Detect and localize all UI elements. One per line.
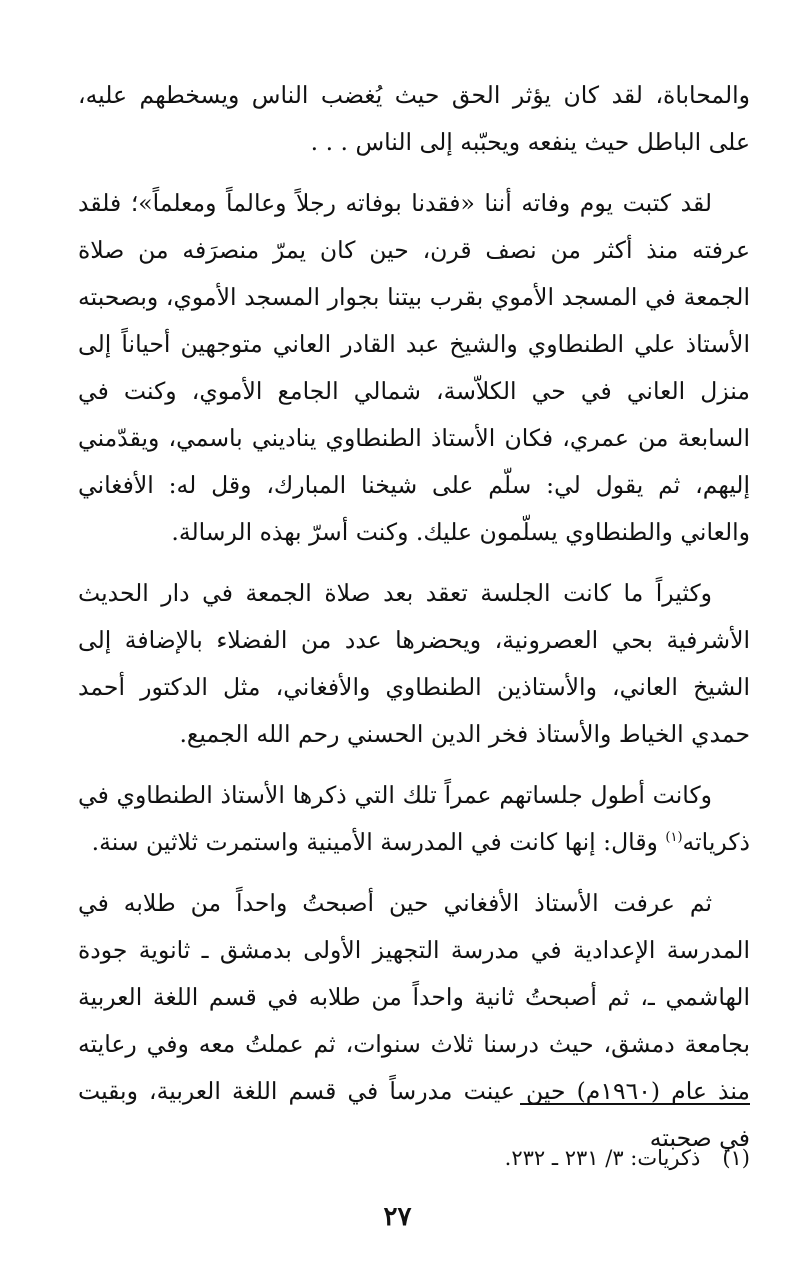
paragraph: والمحاباة، لقد كان يؤثر الحق حيث يُغضب الناس ويسخطهم عليه، على الباطل حيث ينفعه ويحبّبه إلى الناس . . . (78, 81, 750, 156)
paragraph: ثم عرفت الأستاذ الأفغاني حين أصبحتُ واحداً من طلابه في المدرسة الإعدادية في مدرسة التجهيز الأولى بدمشق ـ ثانوية جودة الهاشمي ـ، ثم أصبحتُ ثانية واحداً من طلابه في قسم اللغة العربية بجامعة دمشق، حيث درسنا ثلاث سنوات، ثم عملتُ معه وفي رعايته منذ عام (١٩٦٠م) حين عينت مدرساً في قسم اللغة العربية، وبقيت في صحبته (78, 889, 751, 1152)
footnote-reference[interactable]: (١) (665, 830, 683, 846)
body-text (78, 72, 750, 1176)
paragraph-text: وقال: إنها كانت في المدرسة الأمينية واستمرت ثلاثين سنة. (91, 828, 666, 856)
paragraph-text: وكانت أطول جلساتهم عمراً تلك التي ذكرها الأستاذ الطنطاوي في ذكرياته (78, 781, 750, 856)
footnote-divider (520, 1103, 750, 1105)
page-number: ٢٧ (383, 1202, 412, 1232)
paragraph: لقد كتبت يوم وفاته أننا «فقدنا بوفاته رجلاً وعالماً ومعلماً»؛ فلقد عرفته منذ أكثر من نصف قرن، حين كان يمرّ منصرَفه من صلاة الجمعة في المسجد الأموي بقرب بيتنا بجوار المسجد الأموي، وبصحبته الأستاذ علي الطنطاوي والشيخ عبد القادر العاني متوجهين أحياناً إلى منزل العاني في حي الكلاّسة، شمالي الجامع الأموي، وكنت في السابعة من عمري، فكان الأستاذ الطنطاوي يناديني باسمي، ويقدّمني إليهم، ثم يقول لي: سلّم على شيخنا المبارك، وقل له: الأفغاني والعاني والطنطاوي يسلّمون عليك. وكنت أسرّ بهذه الرسالة. (78, 189, 750, 546)
footnote-number: (١) (722, 1146, 750, 1170)
paragraph: وكثيراً ما كانت الجلسة تعقد بعد صلاة الجمعة في دار الحديث الأشرفية بحي العصرونية، ويحضرها عدد من الفضلاء بالإضافة إلى الشيخ العاني، والأستاذين الطنطاوي والأفغاني، مثل الدكتور أحمد حمدي الخياط والأستاذ فخر الدين الحسني رحم الله الجميع. (78, 579, 750, 748)
paragraph (78, 772, 750, 866)
footnote-text: ذكريات: ٣/ ٢٣١ ـ ٢٣٢. (504, 1146, 701, 1170)
footnote (78, 1142, 750, 1174)
